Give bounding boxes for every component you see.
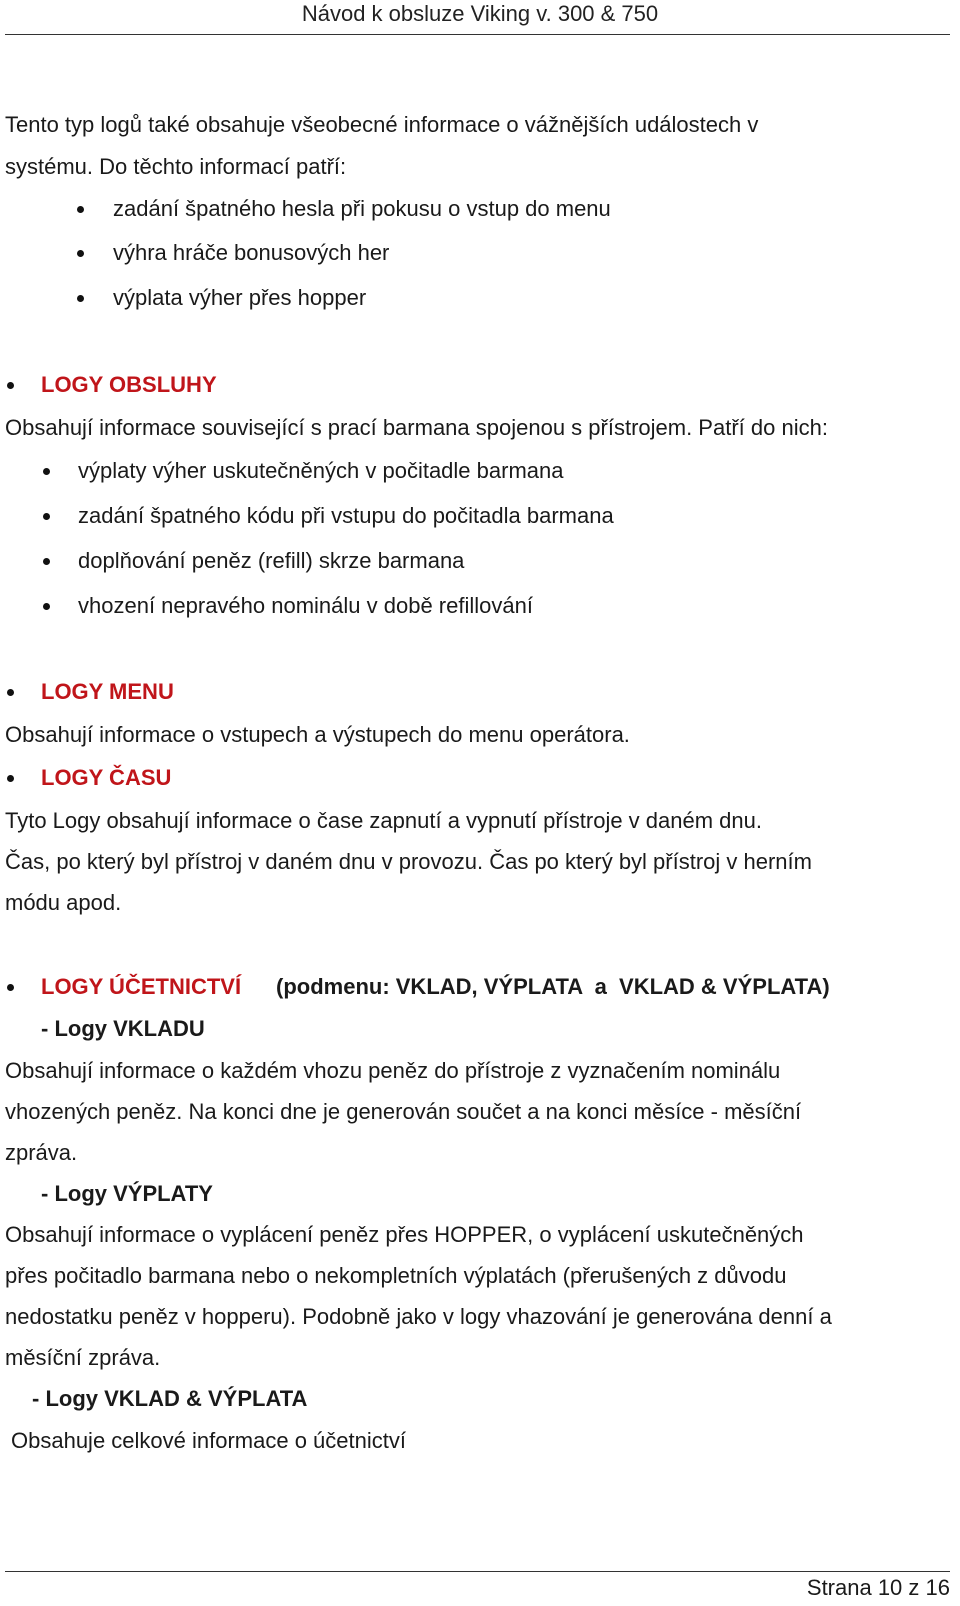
section-heading-menu: LOGY MENU: [41, 679, 174, 704]
intro-list-item: výplata výher přes hopper: [113, 285, 367, 310]
casu-line-2: Čas, po který byl přístroj v daném dnu v provozu. Čas po který byl přístroj v herním: [5, 849, 812, 874]
page-number: Strana 10 z 16: [806, 1575, 950, 1600]
bullet-icon: [7, 984, 14, 991]
bullet-icon: [43, 558, 50, 565]
vyplaty-line-4: měsíční zpráva.: [5, 1345, 161, 1370]
section-heading-ucetnictvi: LOGY ÚČETNICTVÍ: [41, 974, 242, 999]
vkladu-line-3: zpráva.: [5, 1140, 78, 1165]
intro-line-2: systému. Do těchto informací patří:: [5, 154, 347, 179]
bullet-icon: [43, 513, 50, 520]
vklad-vyplata-line-1: Obsahuje celkové informace o účetnictví: [11, 1428, 406, 1453]
bullet-icon: [7, 382, 14, 389]
obsluha-list-item: vhození nepravého nominálu v době refillování: [78, 593, 533, 618]
intro-line-1: Tento typ logů také obsahuje všeobecné informace o vážnějších událostech v: [5, 112, 759, 137]
vyplaty-line-3: nedostatku peněz v hopperu). Podobně jako v logy vhazování je generována denní a: [5, 1304, 832, 1329]
casu-line-3: módu apod.: [5, 890, 122, 915]
header-rule: [5, 34, 950, 35]
ucetnictvi-submenu-note: (podmenu: VKLAD, VÝPLATA a VKLAD & VÝPLATA): [276, 974, 830, 999]
bullet-icon: [43, 603, 50, 610]
casu-line-1: Tyto Logy obsahují informace o čase zapnutí a vypnutí přístroje v daném dnu.: [5, 808, 762, 833]
section-heading-obsluhy: LOGY OBSLUHY: [41, 372, 217, 397]
obsluha-list-item: doplňování peněz (refill) skrze barmana: [78, 548, 465, 573]
intro-list-item: výhra hráče bonusových her: [113, 240, 390, 265]
bullet-icon: [7, 689, 14, 696]
bullet-icon: [77, 250, 84, 257]
vyplaty-line-1: Obsahují informace o vyplácení peněz přes HOPPER, o vyplácení uskutečněných: [5, 1222, 804, 1247]
obsluha-list-item: zadání špatného kódu při vstupu do počitadla barmana: [78, 503, 614, 528]
menu-description: Obsahují informace o vstupech a výstupech do menu operátora.: [5, 722, 630, 747]
page-header-title: Návod k obsluze Viking v. 300 & 750: [301, 1, 659, 26]
footer-rule: [5, 1571, 950, 1572]
subheading-vklad-vyplata: - Logy VKLAD & VÝPLATA: [32, 1386, 308, 1411]
vyplaty-line-2: přes počitadlo barmana nebo o nekompletních výplatách (přerušených z důvodu: [5, 1263, 787, 1288]
section-heading-casu: LOGY ČASU: [41, 765, 172, 790]
subheading-vyplaty: - Logy VÝPLATY: [41, 1181, 213, 1206]
bullet-icon: [77, 295, 84, 302]
bullet-icon: [77, 206, 84, 213]
subheading-vkladu: - Logy VKLADU: [41, 1016, 205, 1041]
vkladu-line-2: vhozených peněz. Na konci dne je generován součet a na konci měsíce - měsíční: [5, 1099, 802, 1124]
intro-list-item: zadání špatného hesla při pokusu o vstup do menu: [113, 196, 611, 221]
vkladu-line-1: Obsahují informace o každém vhozu peněz do přístroje z vyznačením nominálu: [5, 1058, 781, 1083]
obsluha-list-item: výplaty výher uskutečněných v počitadle barmana: [78, 458, 564, 483]
obsluha-description: Obsahují informace související s prací barmana spojenou s přístrojem. Patří do nich:: [5, 415, 828, 440]
bullet-icon: [43, 468, 50, 475]
bullet-icon: [7, 775, 14, 782]
